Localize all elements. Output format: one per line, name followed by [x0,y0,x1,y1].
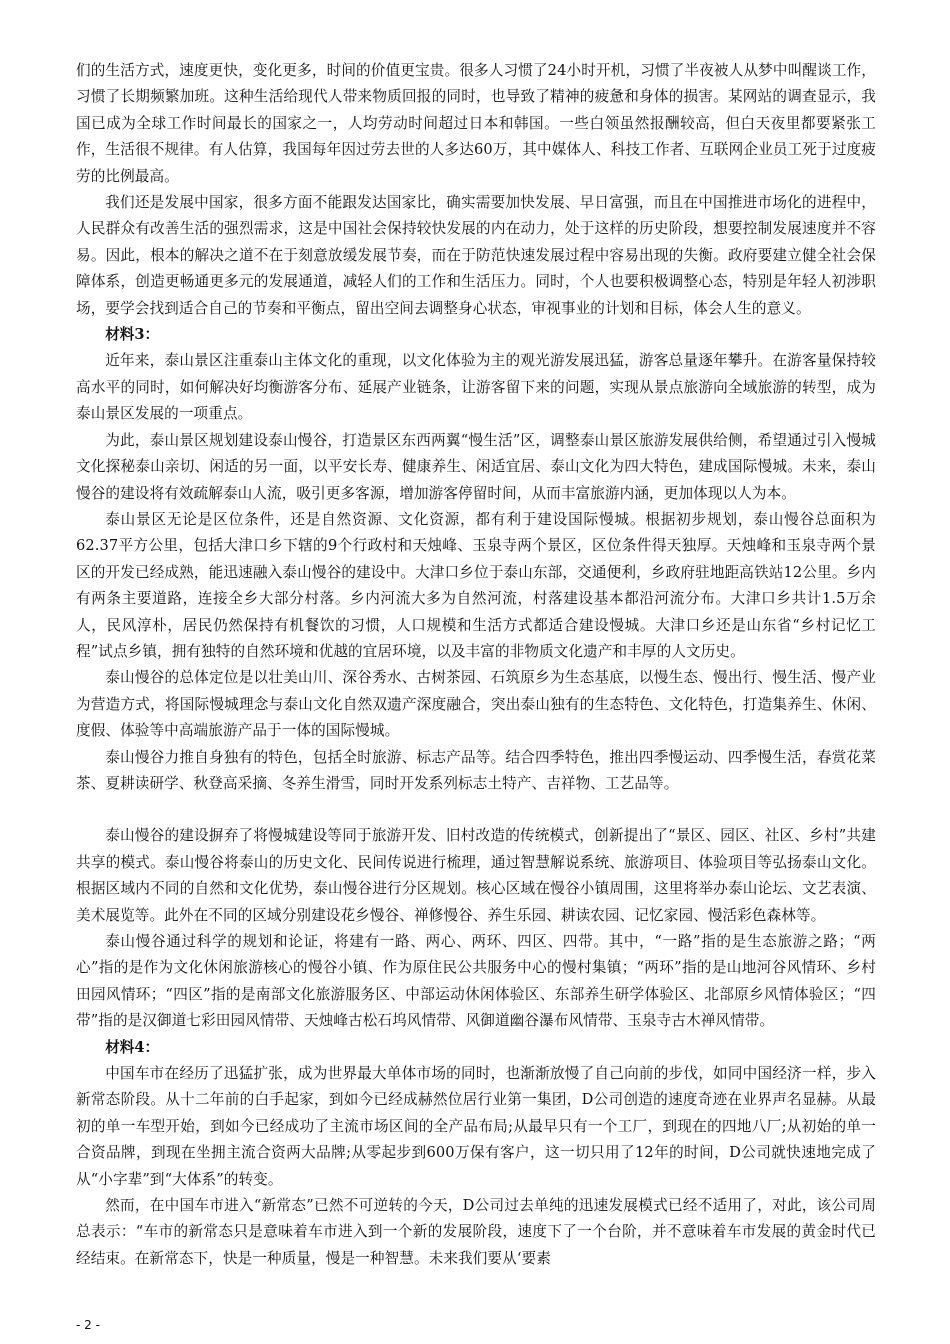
paragraph: 泰山慢谷力推自身独有的特色，包括全时旅游、标志产品等。结合四季特色，推出四季慢运动、四季慢生活，春赏花菜茶、夏耕读研学、秋登高采摘、冬养生滑雪，同时开发系列标志土特产、吉祥物、工艺品等。 [76,748,876,792]
paragraph: 泰山慢谷的建设摒弃了将慢城建设等同于旅游开发、旧村改造的传统模式，创新提出了“景区、园区、社区、乡村”共建共享的模式。泰山慢谷将泰山的历史文化、民间传说进行梳理，通过智慧解说系统、旅游项目、体验项目等弘扬泰山文化。根据区域内不同的自然和文化优势，泰山慢谷进行分区规划。核心区域在慢谷小镇周围，这里将举办泰山论坛、文艺表演、美术展览等。此外在不同的区域分别建设花乡慢谷、禅修慢谷、养生乐园、耕读农园、记忆家园、慢活彩色森林等。 [76,827,876,924]
paragraph: 为此，泰山景区规划建设泰山慢谷，打造景区东西两翼“慢生活”区，调整泰山景区旅游发展供给侧，希望通过引入慢城文化探秘泰山亲切、闲适的另一面，以平安长寿、健康养生、闲适宜居、泰山文化为四大特色，建成国际慢城。未来，泰山慢谷的建设将有效疏解泰山人流，吸引更多客源，增加游客停留时间，从而丰富旅游内涵，更加体现以人为本。 [76,431,876,502]
paragraph: 我们还是发展中国家，很多方面不能跟发达国家比，确实需要加快发展、早日富强，而且在中国推进市场化的进程中，人民群众有改善生活的强烈需求，这是中国社会保持较快发展的内在动力，处于这样的历史阶段，想要控制发展速度并不容易。因此，根本的解决之道不在于刻意放缓发展节奏，而在于防范快速发展过程中容易出现的失衡。政府要建立健全社会保障体系，创造更畅通更多元的发展通道，减轻人们的工作和生活压力。同时，个人也要积极调整心态，特别是年轻人初涉职场，要学会找到适合自己的节奏和平衡点，留出空间去调整身心状态，审视事业的计划和目标，体会人生的意义。 [76,194,876,317]
blank-line [76,797,876,823]
paragraph: 泰山慢谷的总体定位是以壮美山川、深谷秀水、古树茶园、石筑原乡为生态基底，以慢生态、慢出行、慢生活、慢产业为营造方式，将国际慢城理念与泰山文化自然双遗产深度融合，突出泰山独有的生态特色、文化特色，打造集养生、休闲、度假、体验等中高端旅游产品于一体的国际慢城。 [76,669,876,740]
paragraph: 泰山景区无论是区位条件，还是自然资源、文化资源，都有利于建设国际慢城。根据初步规划，泰山慢谷总面积为62.37平方公里，包括大津口乡下辖的9个行政村和天烛峰、玉泉寺两个景区，区位条件得天独厚。天烛峰和玉泉寺两个景区的开发已经成熟，能迅速融入泰山慢谷的建设中。大津口乡位于泰山东部，交通便利，乡政府驻地距高铁站12公里。乡内有两条主要道路，连接全乡大部分村落。乡内河流大多为自然河流，村落建设基本都沿河流分布。大津口乡共计1.5万余人，民风淳朴，居民仍然保持有机餐饮的习惯，人口规模和生活方式都适合建设慢城。大津口乡还是山东省“乡村记忆工程”试点乡镇，拥有独特的自然环境和优越的宜居环境，以及丰富的非物质文化遗产和丰厚的人文历史。 [76,510,876,660]
paragraph: 们的生活方式，速度更快，变化更多，时间的价值更宝贵。很多人习惯了24小时开机，习惯了半夜被人从梦中叫醒谈工作，习惯了长期频繁加班。这种生活给现代人带来物质回报的同时，也导致了精神的疲惫和身体的损害。某网站的调查显示，我国已成为全球工作时间最长的国家之一，人均劳动时间超过日本和韩国。一些白领虽然报酬较高，但白天夜里都要紧张工作，生活很不规律。有人估算，我国每年因过劳去世的人多达60万，其中媒体人、科技工作者、互联网企业员工死于过度疲劳的比例最高。 [76,62,876,185]
paragraph: 泰山慢谷通过科学的规划和论证，将建有一路、两心、两环、四区、四带。其中，“一路”指的是生态旅游之路；“两心”指的是作为文化休闲旅游核心的慢谷小镇、作为原住民公共服务中心的慢村集镇；“两环”指的是山地河谷风情环、乡村田园风情环；“四区”指的是南部文化旅游服务区、中部运动休闲体验区、东部养生研学体验区、北部原乡风情体验区；“四带”指的是汉御道七彩田园风情带、天烛峰古松石坞风情带、风御道幽谷瀑布风情带、玉泉寺古木禅风情带。 [76,933,876,1030]
page-number: - 2 - [76,1318,100,1332]
document-body [76,58,876,1272]
section-heading-material-4: 材料4： [105,1038,160,1056]
paragraph: 然而，在中国车市进入“新常态”已然不可逆转的今天，D公司过去单纯的迅速发展模式已经不适用了，对此，该公司周总表示：“车市的新常态只是意味着车市进入到一个新的发展阶段，速度下了一个台阶，并不意味着车市发展的黄金时代已经结束。在新常态下，快是一种质量，慢是一种智慧。未来我们要从‘要素 [76,1197,876,1267]
paragraph: 近年来，泰山景区注重泰山主体文化的重现，以文化体验为主的观光游发展迅猛，游客总量逐年攀升。在游客量保持较高水平的同时，如何解决好均衡游客分布、延展产业链条，让游客留下来的问题，实现从景点旅游向全域旅游的转型，成为泰山景区发展的一项重点。 [76,352,876,423]
section-heading-material-3: 材料3： [105,326,160,344]
paragraph: 中国车市在经历了迅猛扩张，成为世界最大单体市场的同时，也渐渐放慢了自己向前的步伐，如同中国经济一样，步入新常态阶段。从十二年前的白手起家，到如今已经成赫然位居行业第一集团，D公司创造的速度奇迹在业界声名显赫。从最初的单一车型开始，到如今已经成功了主流市场区间的全产品布局;从最早只有一个工厂，到现在的四地八厂;从初始的单一合资品牌，到现在坐拥主流合资两大品牌;从零起步到600万保有客户，这一切只用了12年的时间，D公司就快速地完成了从“小字辈”到“大体系”的转变。 [76,1065,876,1188]
